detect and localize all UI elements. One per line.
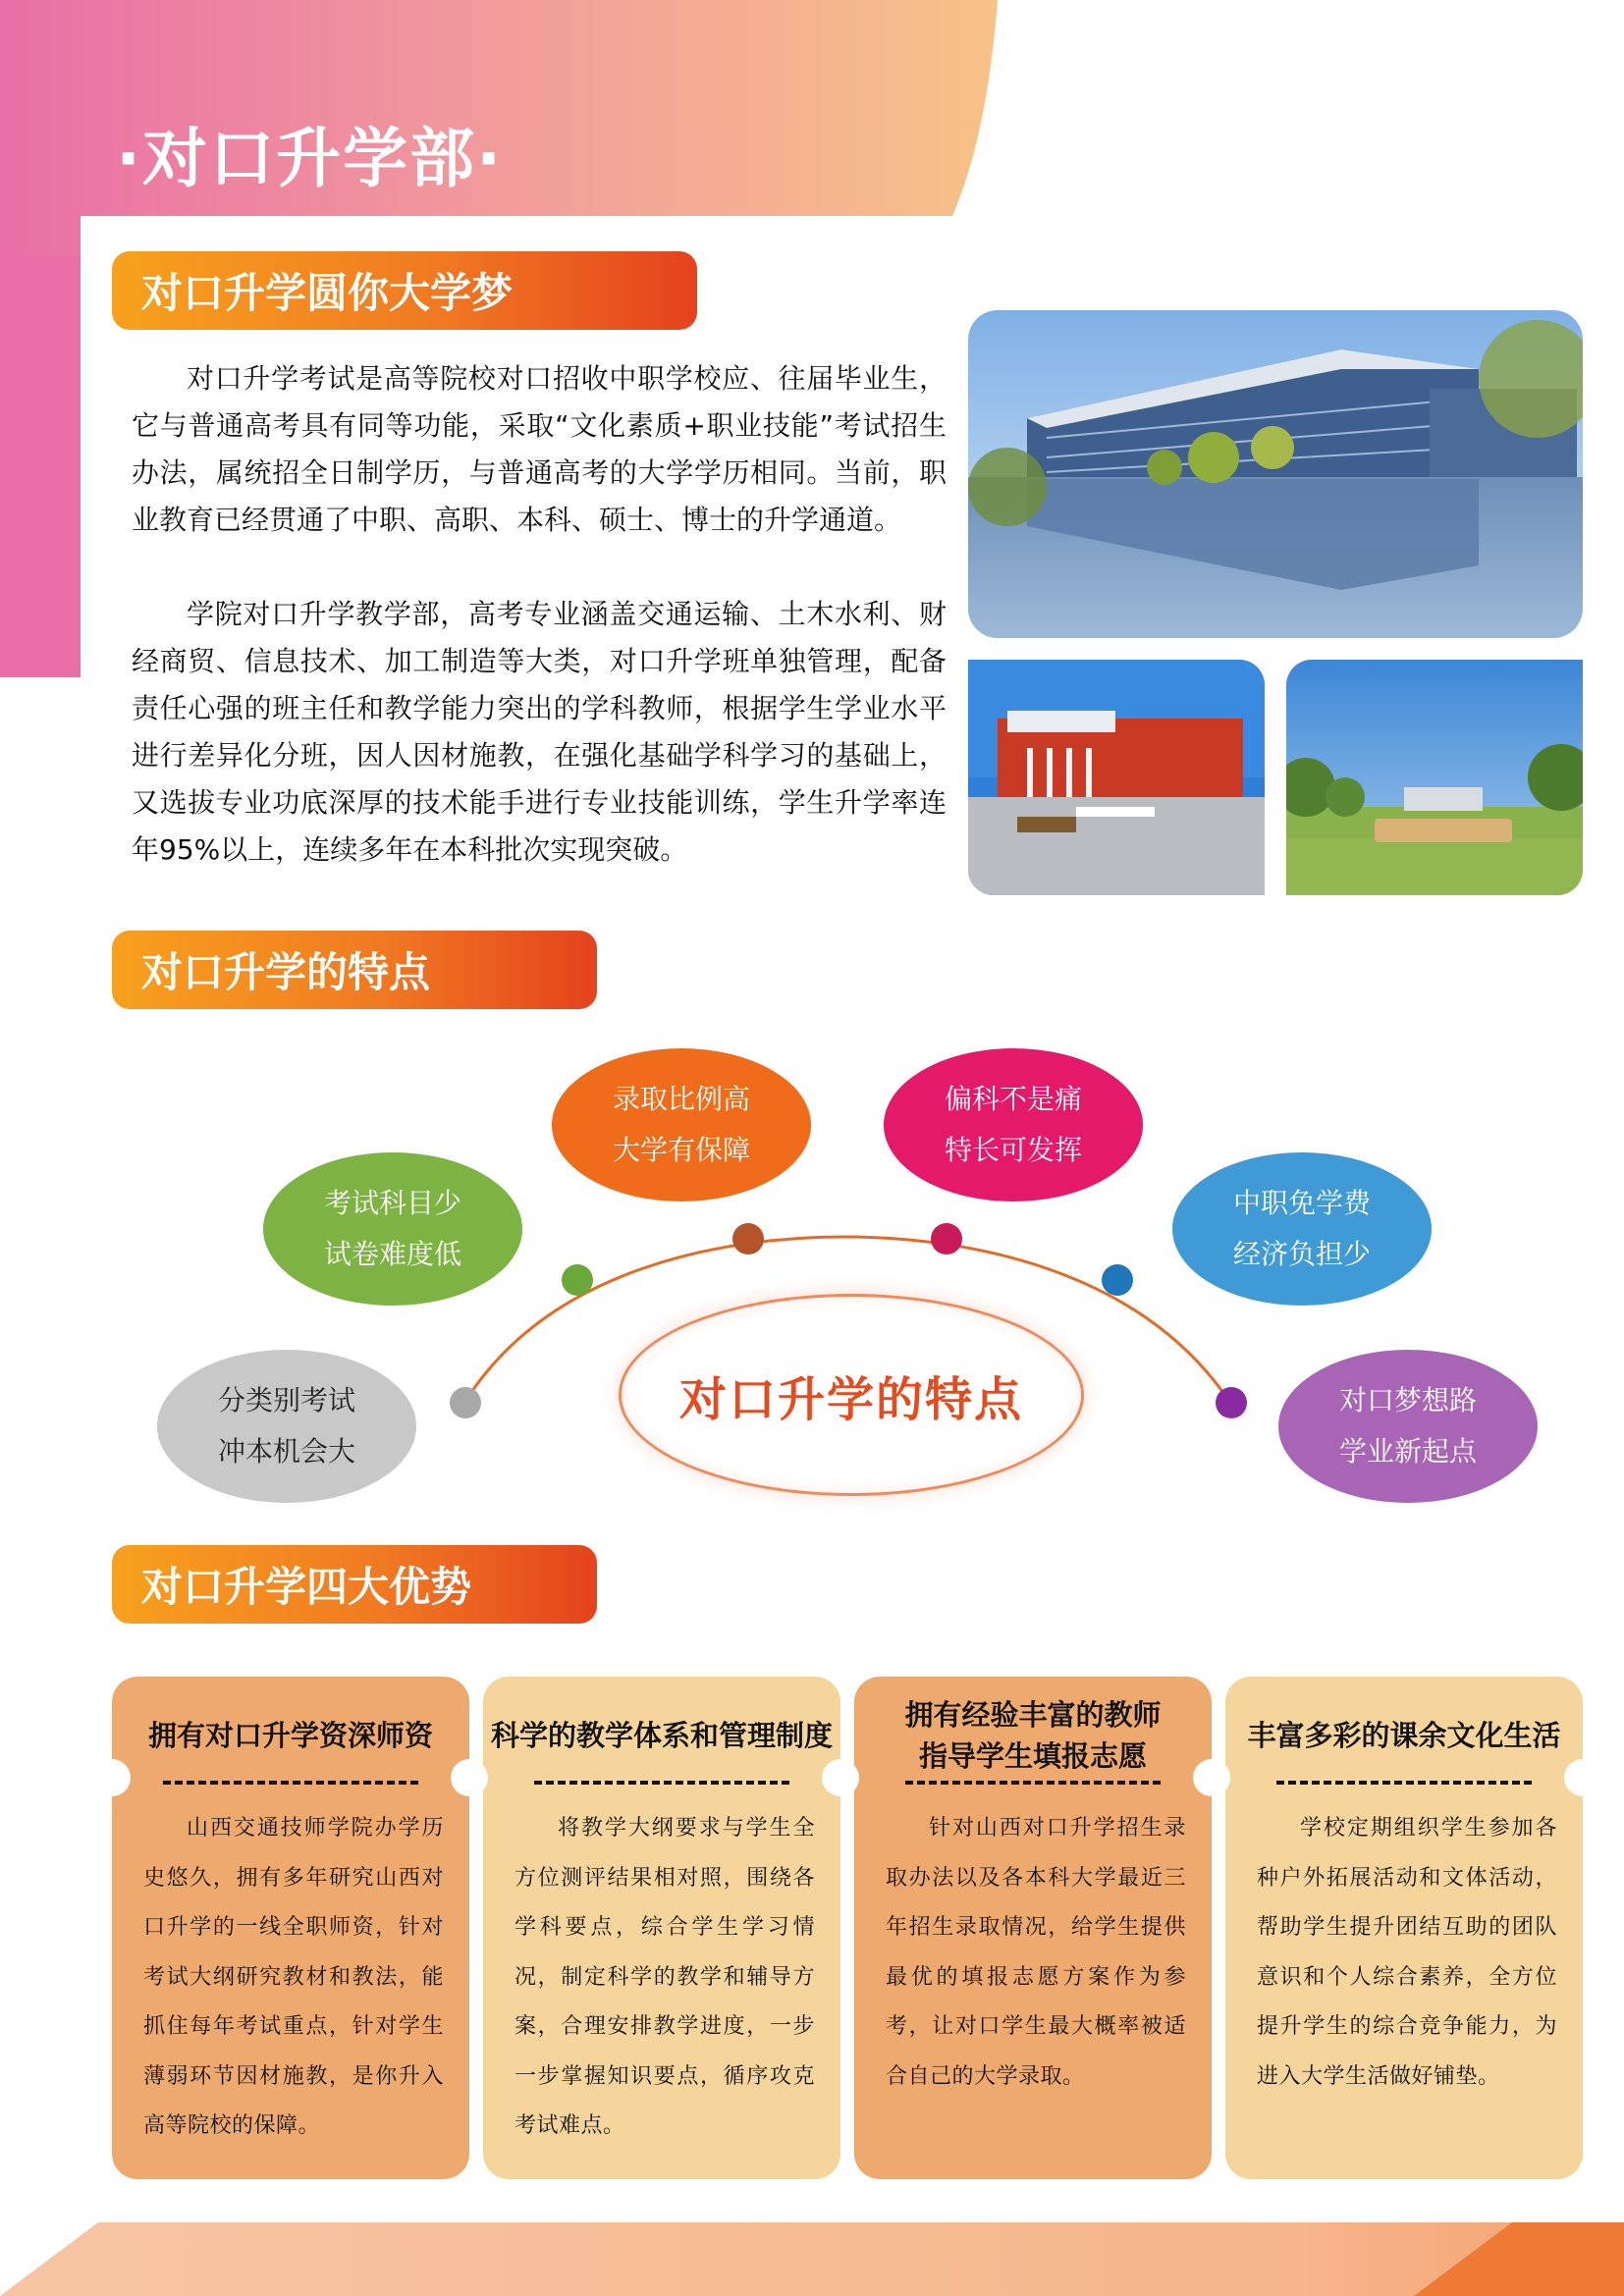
advantage-card-1-body: 山西交通技师学院办学历史悠久，拥有多年研究山西对口升学的一线全职师资，针对考试大纲研究教材和教法，能抓住每年考试重点，针对学生薄弱环节因材施教，是你升入高等院校的保障。 (143, 1816, 444, 2138)
advantage-card-2 (483, 1677, 840, 2179)
advantage-card-1-divider (163, 1781, 418, 1785)
arc-dot-5 (1102, 1264, 1133, 1296)
advantage-card-3-body: 针对山西对口升学招生录取办法以及各本科大学最近三年招生录取情况，给学生提供最优的填报志愿方案作为参考，让对口学生最大概率被适合自己的大学录取。 (886, 1816, 1186, 2089)
card-notch (822, 1759, 859, 1796)
card-notch (1193, 1759, 1230, 1796)
feature-bubble-6-line2: 学业新起点 (1338, 1435, 1477, 1468)
feature-bubble-2-line1: 考试科目少 (323, 1187, 461, 1219)
card-notch (1564, 1759, 1601, 1796)
feature-bubble-1 (157, 1350, 416, 1503)
card-notch (451, 1759, 488, 1796)
feature-bubble-3-line2: 大学有保障 (612, 1134, 750, 1166)
feature-bubble-3-line1: 录取比例高 (612, 1083, 750, 1115)
feature-bubble-3 (552, 1048, 811, 1201)
feature-bubble-1-line2: 冲本机会大 (217, 1435, 355, 1468)
advantage-card-3 (854, 1677, 1212, 2179)
features-center-label: 对口升学的特点 (678, 1371, 1023, 1427)
advantage-card-2-title: 科学的教学体系和管理制度 (490, 1719, 833, 1752)
advantage-card-3-title: 拥有经验丰富的教师指导学生填报志愿 (904, 1698, 1162, 1773)
arc-dot-4 (931, 1223, 962, 1255)
feature-bubble-6-line1: 对口梦想路 (1338, 1384, 1477, 1416)
advantage-card-4-title: 丰富多彩的课余文化生活 (1247, 1719, 1561, 1752)
feature-bubble-2-line2: 试卷难度低 (323, 1238, 461, 1270)
campus-photo-red-building (968, 660, 1265, 895)
advantage-card-3-divider (905, 1781, 1161, 1785)
feature-bubble-4 (884, 1048, 1143, 1201)
arc-dot-3 (732, 1223, 764, 1255)
intro-paragraph-2: 学院对口升学教学部，高考专业涵盖交通运输、土木水利、财经商贸、信息技术、加工制造等大类，对口升学班单独管理，配备责任心强的班主任和教学能力突出的学科教师，根据学生学业水平进行差异化分班，因人因材施教，在强化基础学科学习的基础上，又选拔专业功底深厚的技术能手进行专业技能训练，学生升学率连年95%以上，连续多年在本科批次实现突破。 (132, 598, 947, 866)
feature-bubble-4-line1: 偏科不是痛 (944, 1083, 1082, 1115)
feature-bubble-5-line2: 经济负担少 (1232, 1238, 1371, 1270)
footer-banner (0, 2222, 1624, 2296)
advantage-card-1 (112, 1677, 469, 2179)
section-heading-advantages: 对口升学四大优势 (112, 1545, 597, 1624)
feature-bubble-1-line1: 分类别考试 (217, 1384, 355, 1416)
advantage-card-2-body: 将教学大纲要求与学生全方位测评结果相对照，围绕各学科要点，综合学生学习情况，制定科学的教学和辅导方案，合理安排教学进度，一步一步掌握知识要点，循序攻克考试难点。 (514, 1816, 815, 2138)
arc-dot-1 (450, 1387, 481, 1418)
advantage-card-2-divider (534, 1781, 789, 1785)
feature-bubble-4-line2: 特长可发挥 (944, 1134, 1082, 1166)
advantage-card-1-title: 拥有对口升学资深师资 (147, 1719, 433, 1752)
advantage-card-4 (1225, 1677, 1583, 2179)
campus-photo-lawn-sign (1286, 660, 1583, 895)
section-heading-features: 对口升学的特点 (112, 931, 597, 1009)
feature-bubble-2 (263, 1152, 522, 1306)
intro-paragraph-1: 对口升学考试是高等院校对口招收中职学校应、往届毕业生，它与普通高考具有同等功能，采取“文化素质+职业技能”考试招生办法，属统招全日制学历，与普通高考的大学学历相同。当前，职业教育已经贯通了中职、高职、本科、硕士、博士的升学通道。 (132, 362, 947, 536)
feature-bubble-6 (1278, 1350, 1538, 1503)
advantage-card-4-body: 学校定期组织学生参加各种户外拓展活动和文体活动，帮助学生提升团结互助的团队意识和个人综合素养，全方位提升学生的综合竞争能力，为进入大学生活做好铺垫。 (1257, 1816, 1557, 2089)
card-notch (93, 1759, 131, 1796)
campus-photo-glass-building (968, 310, 1583, 638)
arc-dot-6 (1216, 1387, 1247, 1418)
feature-bubble-5 (1172, 1152, 1432, 1306)
features-center-ellipse (619, 1294, 1084, 1496)
feature-bubble-5-line1: 中职免学费 (1232, 1187, 1371, 1219)
arc-dot-2 (562, 1264, 593, 1296)
advantage-card-4-divider (1276, 1781, 1532, 1785)
section-heading-dream: 对口升学圆你大学梦 (112, 251, 697, 330)
left-accent-strip (0, 255, 81, 677)
page-title: ·对口升学部· (116, 121, 504, 196)
